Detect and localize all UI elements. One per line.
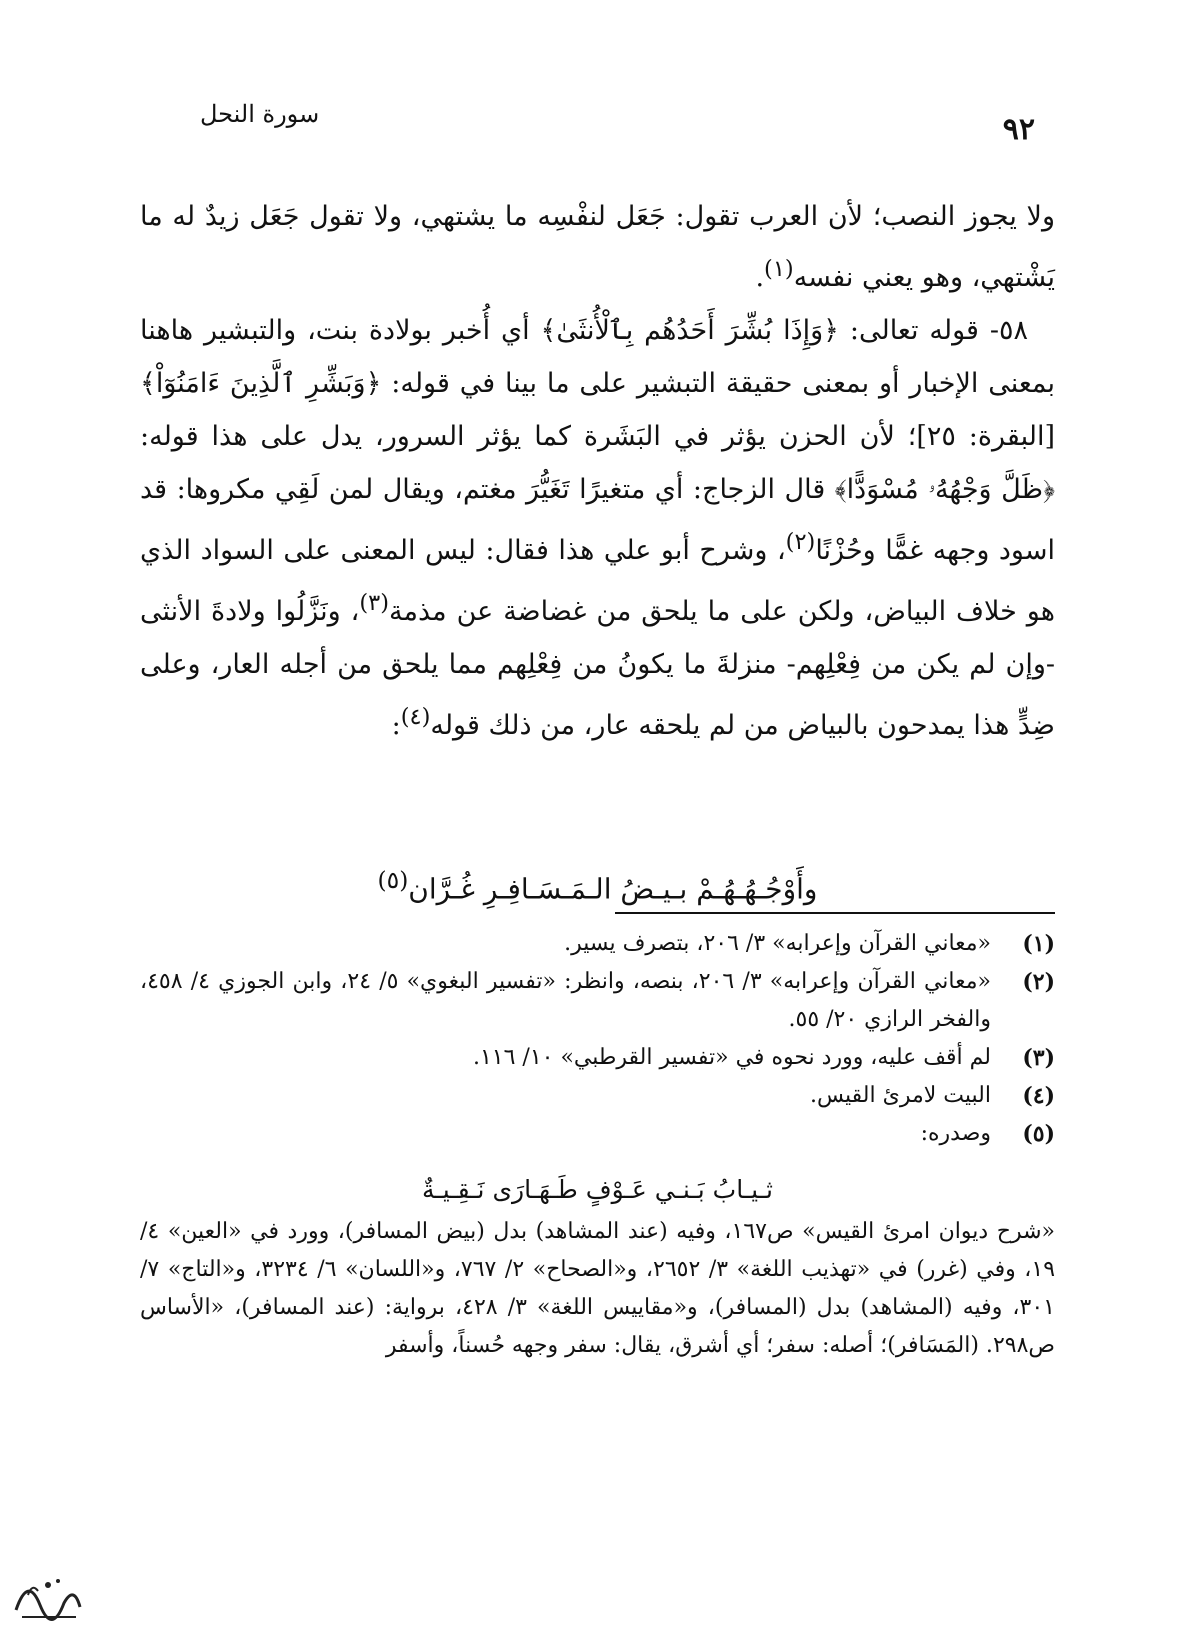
footnote-3 (140, 1039, 1055, 1077)
footnote-text: «معاني القرآن وإعرابه» ٣/ ٢٠٦، بتصرف يسير. (564, 931, 991, 956)
footnote-poem: ثـيـابُ بَـنـي عَـوْفٍ طَـهَـارَى نَـقِـيـةٌ (421, 1175, 773, 1204)
verse-line (140, 855, 1055, 914)
paragraph-2-text: ٥٨- قوله تعالى: ﴿وَإِذَا بُشِّرَ أَحَدُهُم بِٱلْأُنثَىٰ﴾ أي أُخبر بولادة بنت، والتبشير هاهنا بمعنى الإخبار أو بمعنى حقيقة التبشير على ما بينا في قوله: ﴿وَبَشِّرِ ٱلَّذِينَ ءَامَنُوٓاْ﴾ [البقرة: ٢٥]؛ لأن الحزن يؤثر في البَشَرة كما يؤثر السرور، يدل على هذا قوله: ﴿ظَلَّ وَجْهُهُۥ مُسْوَدًّا﴾ قال الزجاج: أي متغيرًا تَغَيُّرَ مغتم، ويقال لمن لَقِي مكروها: قد اسود وجهه غمًّا وحُزْنًا (140, 315, 1056, 566)
footnote-2 (140, 963, 1055, 1039)
footnote-ref-2: (٢) (785, 529, 816, 555)
footnote-number: (٢) (1022, 969, 1055, 995)
footnote-continuation: «شرح ديوان امرئ القيس» ص١٦٧، وفيه (عند المشاهد) بدل (بيض المسافر)، وورد في «العين» ٤/ ١٩، وفي (غرر) في «تهذيب اللغة» ٣/ ٢٦٥٢، و«الصحاح» ٢/ ٧٦٧، و«اللسان» ٦/ ٣٢٣٤، و«التاج» ٧/ ٣٠١، وفيه (المشاهد) بدل (المسافر)، و«مقاييس اللغة» ٣/ ٤٢٨، برواية: (عند المسافر)، «الأساس ص٢٩٨. (المَسَافر)؛ أصله: سفر؛ أي أشرق، يقال: سفر وجهه حُسناً، وأسفر (140, 1219, 1056, 1358)
page-number: ٩٢ (1002, 112, 1035, 147)
footnote-text: لم أقف عليه، وورد نحوه في «تفسير القرطبي» ١٠/ ١١٦. (472, 1045, 991, 1070)
footnote-number: (٣) (1022, 1045, 1055, 1071)
page-header (150, 100, 1035, 160)
paragraph-1-text: ولا يجوز النصب؛ لأن العرب تقول: جَعَل لنفْسِه ما يشتهي، ولا تقول جَعَل زيدٌ له ما يَشْتهي، وهو يعني نفسه (140, 201, 1055, 293)
footnote-ref-3: (٣) (359, 590, 390, 616)
footnotes (140, 925, 1055, 1365)
footnote-4 (140, 1077, 1055, 1115)
footnote-ref-1: (١) (764, 256, 794, 282)
footnote-divider (615, 912, 1055, 914)
surah-title: سورة النحل (200, 100, 320, 128)
paragraph-2c-end: : (391, 710, 401, 741)
footnote-5 (140, 1115, 1055, 1153)
footnote-number: (١) (1022, 931, 1055, 957)
paragraph-2b-text: ، وشرح أبو علي هذا فقال: ليس المعنى على السواد الذي هو خلاف البياض، ولكن على ما يلحق من غضاضة عن مذمة (140, 535, 1055, 627)
footnote-text: وصدره: (920, 1121, 991, 1146)
footnote-number: (٥) (1022, 1121, 1055, 1147)
footnote-text: «معاني القرآن وإعرابه» ٣/ ٢٠٦، بنصه، وانظر: «تفسير البغوي» ٥/ ٢٤، وابن الجوزي ٤/ ٤٥٨، والفخر الرازي ٢٠/ ٥٥. (140, 969, 991, 1032)
footnote-1 (140, 925, 1055, 963)
main-text (140, 190, 1055, 752)
paragraph-2 (140, 304, 1055, 752)
publisher-logo-icon (8, 1555, 88, 1635)
footnote-ref-5: (٥) (377, 866, 409, 894)
paragraph-1: ولا يجوز النصب؛ لأن العرب تقول: جَعَل لنفْسِه ما يشتهي، ولا تقول جَعَل زيدٌ له ما يَشْتهي، وهو يعني نفسه$^{(١)}$. (140, 201, 1055, 293)
footnote-text: البيت لامرئ القيس. (810, 1083, 991, 1108)
verse-text: وأَوْجُـهُـهُـمْ بـيـضُ الـمَـسَـافِـرِ غُـرَّان (408, 872, 818, 906)
footnote-number: (٤) (1022, 1083, 1055, 1109)
paragraph-2c-text: ، ونَزَّلُوا ولادةَ الأنثى -وإن لم يكن من فِعْلِهم- منزلةَ ما يكونُ من فِعْلِهم مما يلحق من أجله العار، وعلى ضِدٍّ هذا يمدحون بالبياض من لم يلحقه عار، من ذلك قوله (140, 596, 1055, 741)
footnote-ref-4: (٤) (400, 704, 431, 730)
